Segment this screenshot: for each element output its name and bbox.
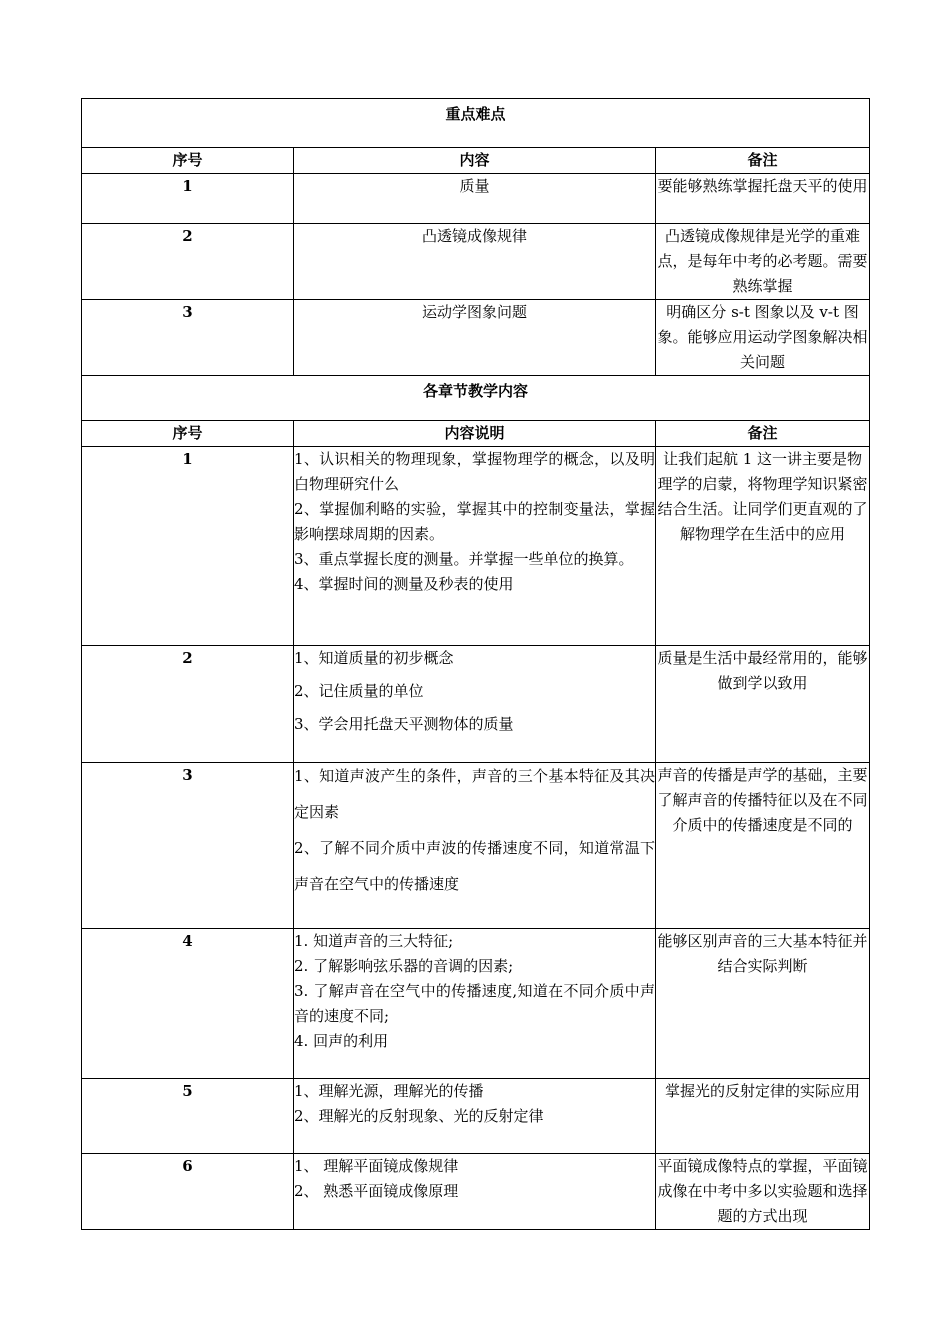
description-line: 2、 熟悉平面镜成像原理 bbox=[294, 1182, 459, 1200]
table-row bbox=[82, 763, 870, 929]
table-row bbox=[82, 224, 870, 300]
row-index: 1 bbox=[82, 174, 294, 224]
table-row bbox=[82, 1154, 870, 1230]
row-index: 2 bbox=[82, 224, 294, 300]
header-note: 备注 bbox=[656, 421, 870, 447]
description-line: 2、理解光的反射现象、光的反射定律 bbox=[294, 1107, 544, 1125]
table-row bbox=[82, 174, 870, 224]
row-description bbox=[294, 447, 656, 646]
table-row bbox=[82, 929, 870, 1079]
description-line: 2、记住质量的单位 bbox=[294, 682, 424, 700]
header-content: 内容 bbox=[294, 148, 656, 174]
row-note: 声音的传播是声学的基础，主要了解声音的传播特征以及在不同介质中的传播速度是不同的 bbox=[656, 763, 870, 929]
table-row bbox=[82, 300, 870, 376]
description-line: 1、 理解平面镜成像规律 bbox=[294, 1157, 459, 1175]
description-line: 1. 知道声音的三大特征; bbox=[294, 932, 454, 950]
row-note: 平面镜成像特点的掌握，平面镜成像在中考中多以实验题和选择题的方式出现 bbox=[656, 1154, 870, 1230]
row-index: 6 bbox=[82, 1154, 294, 1230]
header-index: 序号 bbox=[82, 148, 294, 174]
row-note: 掌握光的反射定律的实际应用 bbox=[656, 1079, 870, 1154]
row-note: 要能够熟练掌握托盘天平的使用 bbox=[656, 174, 870, 224]
row-note: 质量是生活中最经常用的，能够做到学以致用 bbox=[656, 646, 870, 763]
description-line: 4、掌握时间的测量及秒表的使用 bbox=[294, 575, 514, 593]
header-index: 序号 bbox=[82, 421, 294, 447]
row-description bbox=[294, 763, 656, 929]
row-index: 1 bbox=[82, 447, 294, 646]
header-content: 内容说明 bbox=[294, 421, 656, 447]
description-line: 1、理解光源，理解光的传播 bbox=[294, 1082, 484, 1100]
row-content: 运动学图象问题 bbox=[294, 300, 656, 376]
row-content: 质量 bbox=[294, 174, 656, 224]
row-description bbox=[294, 1079, 656, 1154]
document-table bbox=[81, 98, 870, 1230]
row-index: 5 bbox=[82, 1079, 294, 1154]
row-index: 3 bbox=[82, 763, 294, 929]
description-line: 1、认识相关的物理现象，掌握物理学的概念，以及明白物理研究什么 bbox=[294, 450, 655, 493]
row-description bbox=[294, 646, 656, 763]
row-note: 明确区分 s-t 图象以及 v-t 图象。能够应用运动学图象解决相关问题 bbox=[656, 300, 870, 376]
row-note: 能够区别声音的三大基本特征并结合实际判断 bbox=[656, 929, 870, 1079]
header-note: 备注 bbox=[656, 148, 870, 174]
row-index: 2 bbox=[82, 646, 294, 763]
description-line: 2、了解不同介质中声波的传播速度不同，知道常温下声音在空气中的传播速度 bbox=[294, 839, 655, 893]
table-row bbox=[82, 447, 870, 646]
row-index: 4 bbox=[82, 929, 294, 1079]
row-index: 3 bbox=[82, 300, 294, 376]
row-content: 凸透镜成像规律 bbox=[294, 224, 656, 300]
description-line: 1、知道质量的初步概念 bbox=[294, 649, 454, 667]
row-note: 让我们起航 1 这一讲主要是物理学的启蒙，将物理学知识紧密结合生活。让同学们更直观的了解物理学在生活中的应用 bbox=[656, 447, 870, 646]
description-line: 3、学会用托盘天平测物体的质量 bbox=[294, 715, 514, 733]
description-line: 1、知道声波产生的条件，声音的三个基本特征及其决定因素 bbox=[294, 767, 655, 821]
section-title-chapter-content: 各章节教学内容 bbox=[82, 376, 870, 421]
table-row bbox=[82, 646, 870, 763]
description-line: 3、重点掌握长度的测量。并掌握一些单位的换算。 bbox=[294, 550, 634, 568]
row-description bbox=[294, 1154, 656, 1230]
description-line: 3. 了解声音在空气中的传播速度,知道在不同介质中声音的速度不同; bbox=[294, 982, 655, 1025]
section-title-key-points: 重点难点 bbox=[82, 99, 870, 148]
row-description bbox=[294, 929, 656, 1079]
table-row bbox=[82, 1079, 870, 1154]
description-line: 2、掌握伽利略的实验，掌握其中的控制变量法，掌握影响摆球周期的因素。 bbox=[294, 500, 655, 543]
description-line: 2. 了解影响弦乐器的音调的因素; bbox=[294, 957, 514, 975]
description-line: 4. 回声的利用 bbox=[294, 1032, 389, 1050]
row-note: 凸透镜成像规律是光学的重难点，是每年中考的必考题。需要熟练掌握 bbox=[656, 224, 870, 300]
